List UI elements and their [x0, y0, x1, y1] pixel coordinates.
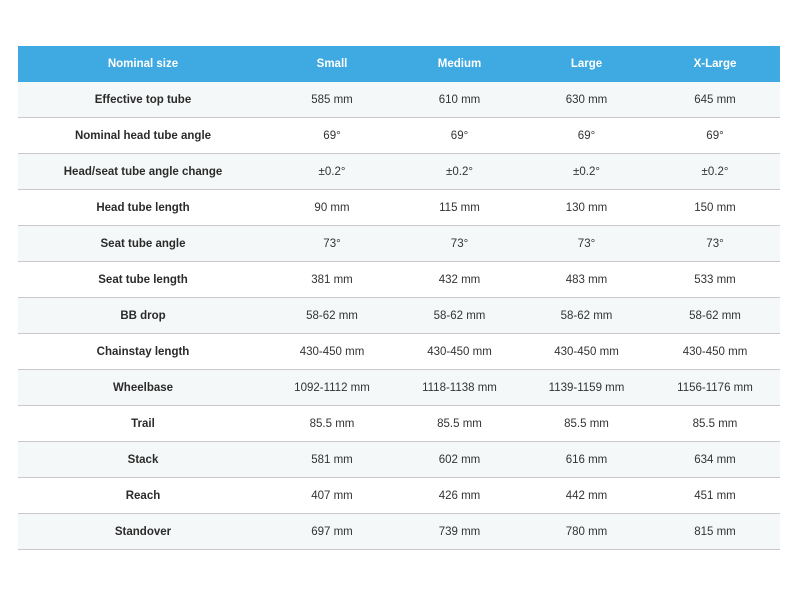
table-row — [18, 406, 780, 442]
table-cell: 69° — [396, 118, 523, 154]
table-cell: 442 mm — [523, 478, 650, 514]
table-row — [18, 82, 780, 118]
row-label: Head tube length — [18, 190, 268, 226]
row-label: Effective top tube — [18, 82, 268, 118]
row-label: Seat tube length — [18, 262, 268, 298]
table-cell: ±0.2° — [268, 154, 396, 190]
table-cell: 130 mm — [523, 190, 650, 226]
table-cell: ±0.2° — [396, 154, 523, 190]
table-cell: 430-450 mm — [396, 334, 523, 370]
table-cell: 73° — [650, 226, 780, 262]
row-label: Seat tube angle — [18, 226, 268, 262]
table-cell: 697 mm — [268, 514, 396, 550]
table-row — [18, 334, 780, 370]
header-size-medium: Medium — [396, 46, 523, 82]
table-row — [18, 442, 780, 478]
header-size-large: Large — [523, 46, 650, 82]
table-cell: 58-62 mm — [268, 298, 396, 334]
table-cell: 645 mm — [650, 82, 780, 118]
table-row — [18, 118, 780, 154]
table-row — [18, 370, 780, 406]
table-cell: 581 mm — [268, 442, 396, 478]
table-cell: 1118-1138 mm — [396, 370, 523, 406]
table-cell: 430-450 mm — [523, 334, 650, 370]
row-label: Chainstay length — [18, 334, 268, 370]
table-row — [18, 478, 780, 514]
table-cell: 780 mm — [523, 514, 650, 550]
row-label: Wheelbase — [18, 370, 268, 406]
table-cell: 85.5 mm — [268, 406, 396, 442]
table-cell: 85.5 mm — [396, 406, 523, 442]
table-cell: 1092-1112 mm — [268, 370, 396, 406]
table-cell: 58-62 mm — [396, 298, 523, 334]
table-cell: 73° — [396, 226, 523, 262]
table-cell: ±0.2° — [650, 154, 780, 190]
row-label: Head/seat tube angle change — [18, 154, 268, 190]
table-cell: 69° — [268, 118, 396, 154]
table-cell: 426 mm — [396, 478, 523, 514]
row-label: Nominal head tube angle — [18, 118, 268, 154]
table-cell: 90 mm — [268, 190, 396, 226]
table-cell: 73° — [268, 226, 396, 262]
table-row — [18, 226, 780, 262]
table-cell: 69° — [650, 118, 780, 154]
row-label: Reach — [18, 478, 268, 514]
table-body — [18, 82, 780, 550]
geometry-table — [18, 46, 780, 550]
table-cell: 73° — [523, 226, 650, 262]
table-cell: 58-62 mm — [523, 298, 650, 334]
table-cell: 381 mm — [268, 262, 396, 298]
table-cell: 69° — [523, 118, 650, 154]
table-cell: 85.5 mm — [523, 406, 650, 442]
table-cell: 630 mm — [523, 82, 650, 118]
row-label: BB drop — [18, 298, 268, 334]
header-nominal-size: Nominal size — [18, 46, 268, 82]
table-cell: 115 mm — [396, 190, 523, 226]
table-cell: 610 mm — [396, 82, 523, 118]
table-cell: 430-450 mm — [268, 334, 396, 370]
table-cell: 634 mm — [650, 442, 780, 478]
table-cell: ±0.2° — [523, 154, 650, 190]
table-cell: 432 mm — [396, 262, 523, 298]
table-row — [18, 190, 780, 226]
header-size-x-large: X-Large — [650, 46, 780, 82]
table-cell: 1139-1159 mm — [523, 370, 650, 406]
table-cell: 85.5 mm — [650, 406, 780, 442]
table-row — [18, 262, 780, 298]
table-cell: 1156-1176 mm — [650, 370, 780, 406]
header-row — [18, 46, 780, 82]
row-label: Standover — [18, 514, 268, 550]
table-cell: 585 mm — [268, 82, 396, 118]
table-cell: 430-450 mm — [650, 334, 780, 370]
table-header — [18, 46, 780, 82]
table-row — [18, 298, 780, 334]
table-cell: 451 mm — [650, 478, 780, 514]
table-cell: 616 mm — [523, 442, 650, 478]
table-cell: 602 mm — [396, 442, 523, 478]
table-cell: 815 mm — [650, 514, 780, 550]
header-size-small: Small — [268, 46, 396, 82]
table-cell: 150 mm — [650, 190, 780, 226]
table-cell: 739 mm — [396, 514, 523, 550]
table-cell: 407 mm — [268, 478, 396, 514]
row-label: Stack — [18, 442, 268, 478]
table-cell: 533 mm — [650, 262, 780, 298]
table-cell: 58-62 mm — [650, 298, 780, 334]
table-cell: 483 mm — [523, 262, 650, 298]
table-row — [18, 154, 780, 190]
table-row — [18, 514, 780, 550]
row-label: Trail — [18, 406, 268, 442]
